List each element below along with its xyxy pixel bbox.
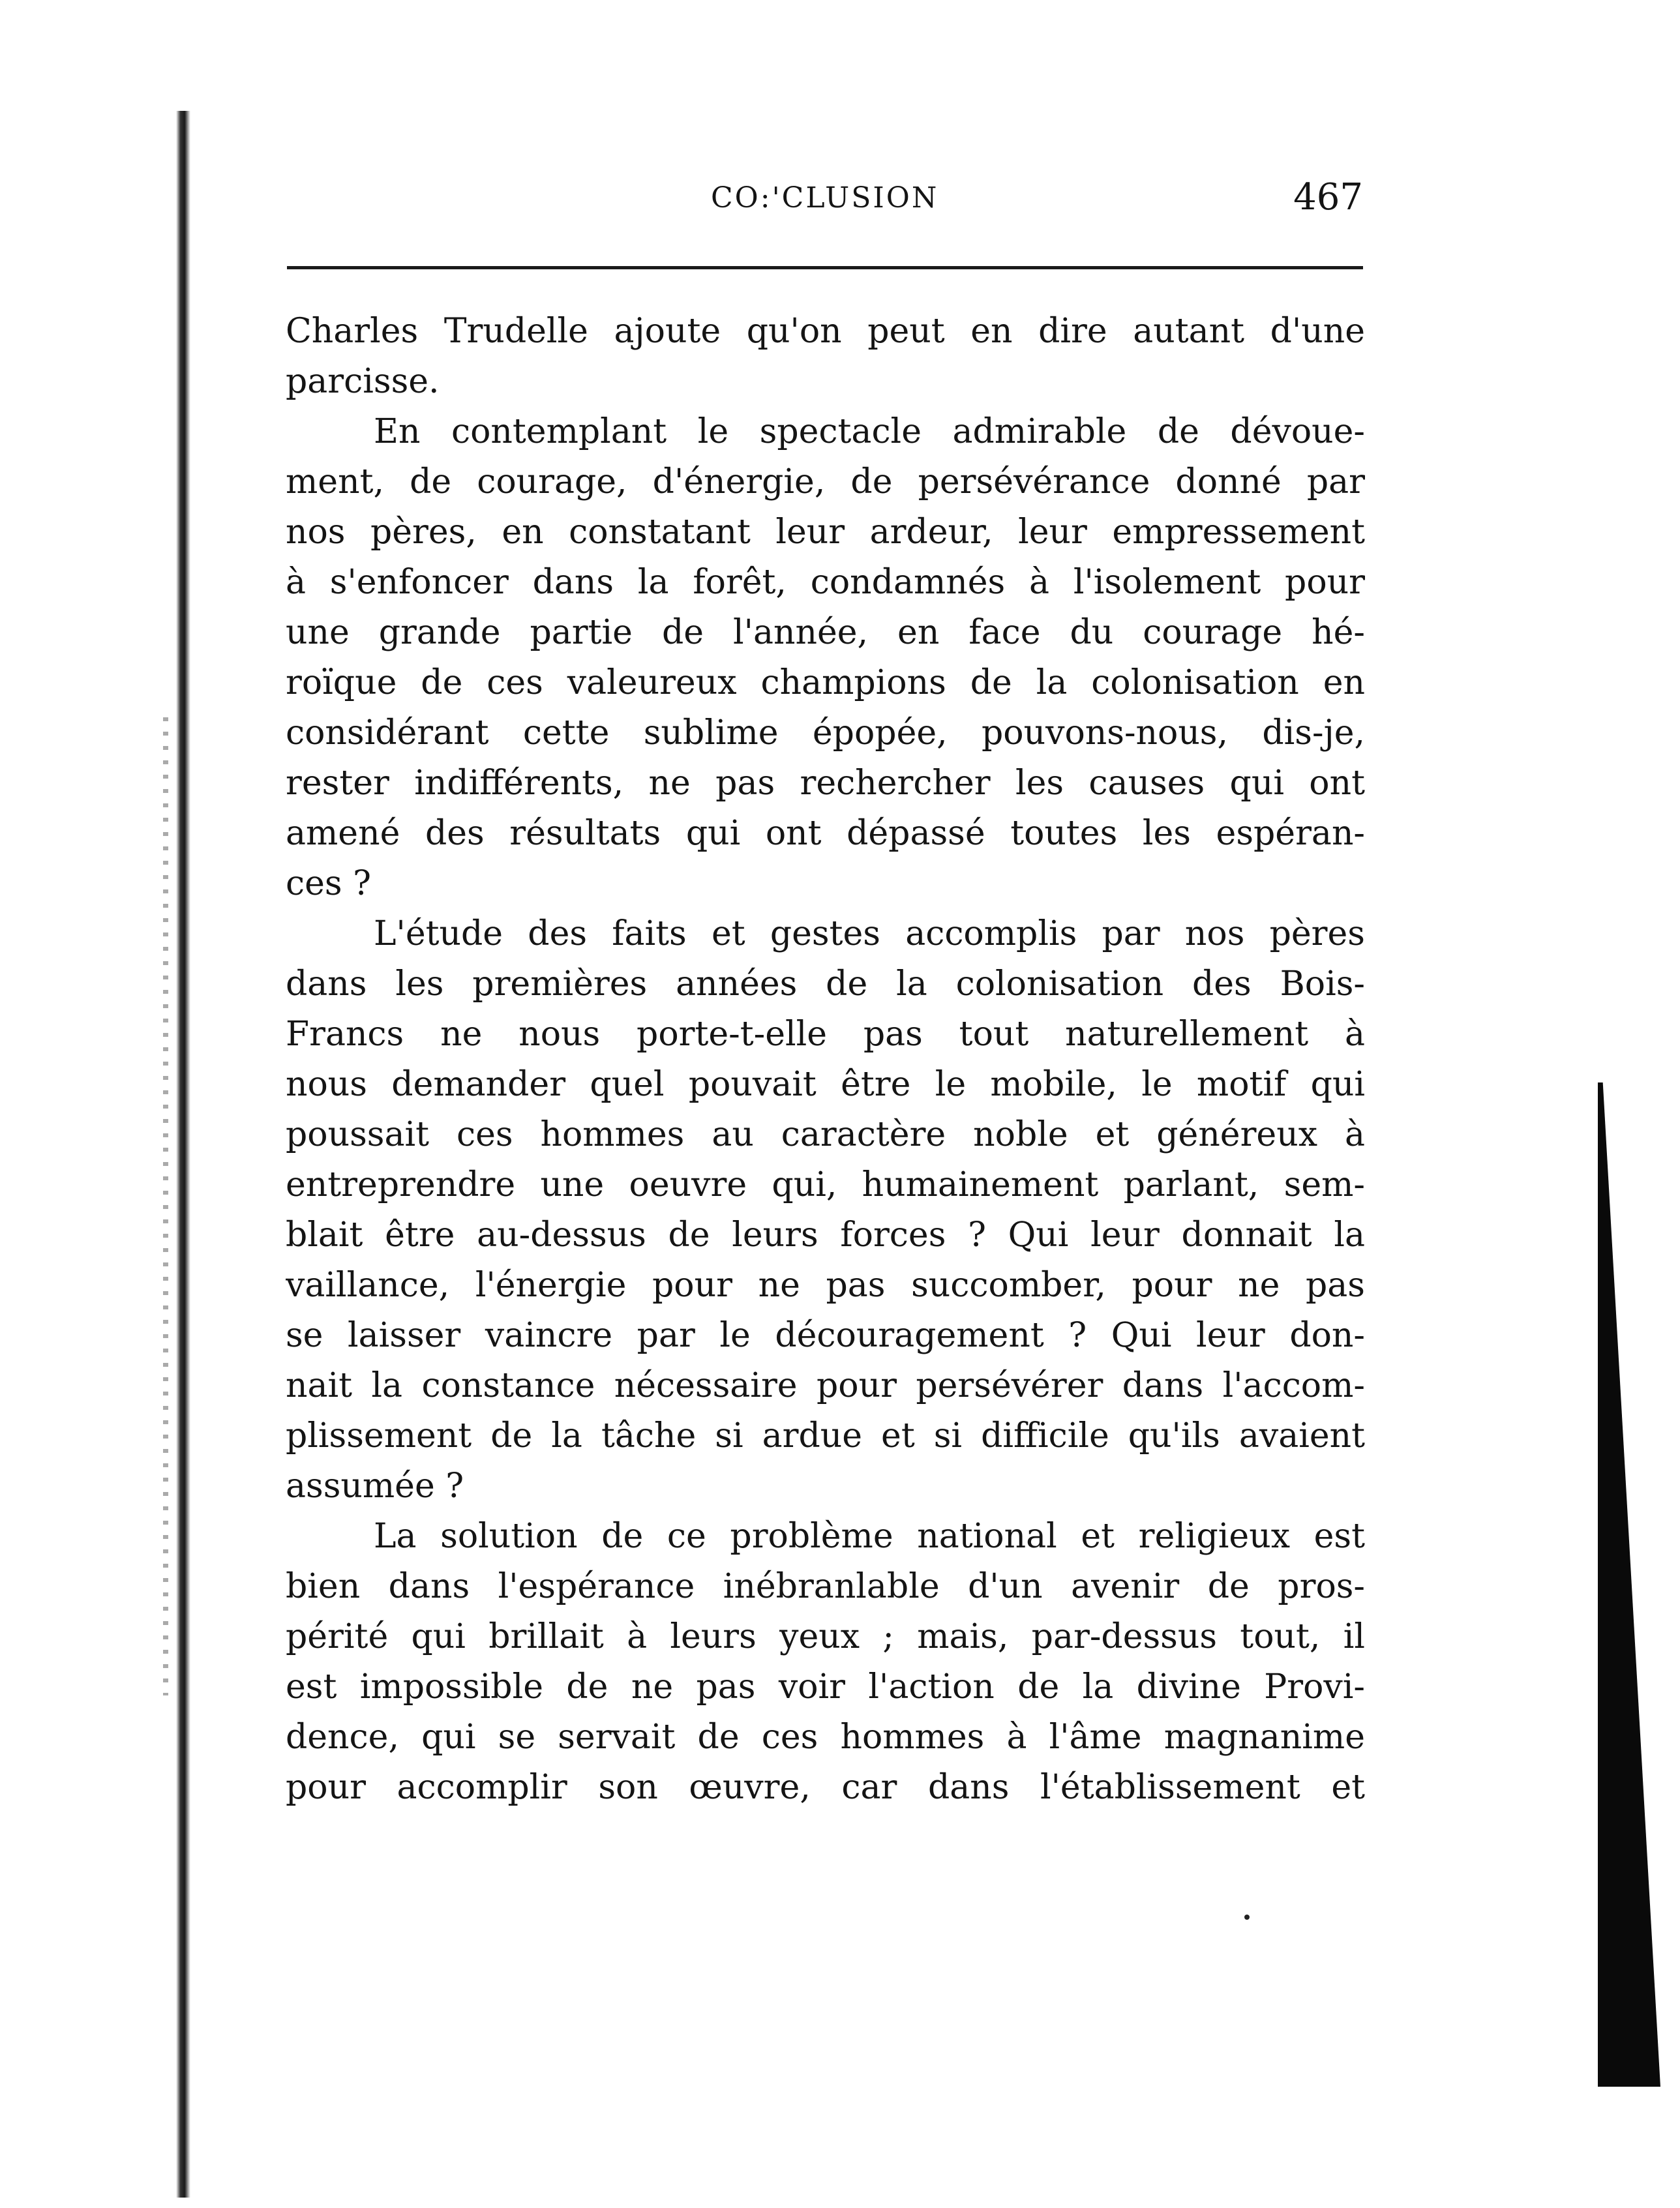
text-line: plissement de la tâche si ardue et si difficile qu'ils avaient [286,1416,1365,1455]
text-line: Francs ne nous porte-t-elle pas tout naturellement à [286,1015,1365,1054]
text-line: entreprendre une oeuvre qui, humainement parlant, sem- [286,1165,1365,1204]
text-line: vaillance, l'énergie pour ne pas succomber, pour ne pas [286,1266,1365,1305]
page-header [287,176,1363,228]
text-line: périté qui brillait à leurs yeux ; mais, par-dessus tout, il [286,1617,1365,1656]
text-line: bien dans l'espérance inébranlable d'un avenir de pros- [286,1567,1365,1606]
header-rule [287,266,1363,269]
text-line: se laisser vaincre par le découragement ? Qui leur don- [286,1316,1365,1355]
text-line: En contemplant le spectacle admirable de dévoue- [374,412,1365,451]
text-line: amené des résultats qui ont dépassé toutes les espéran- [286,814,1365,853]
text-line: La solution de ce problème national et religieux est [374,1517,1365,1556]
text-line: nait la constance nécessaire pour persévérer dans l'accom- [286,1366,1365,1405]
text-line: nos pères, en constatant leur ardeur, leur empressement [286,513,1365,552]
text-line: à s'enfoncer dans la forêt, condamnés à l'isolement pour [286,563,1365,602]
running-head: CO:'CLUSION [711,181,939,215]
text-line: assumée ? [286,1467,464,1506]
text-line: Charles Trudelle ajoute qu'on peut en dire autant d'une [286,312,1365,351]
body-text [286,306,1365,1813]
text-line: rester indifférents, ne pas rechercher les causes qui ont [286,764,1365,803]
text-line: roïque de ces valeureux champions de la colonisation en [286,663,1365,702]
text-line: considérant cette sublime épopée, pouvons-nous, dis-je, [286,713,1365,753]
text-line: ces ? [286,864,371,903]
text-line: poussait ces hommes au caractère noble et généreux à [286,1115,1365,1154]
text-line: nous demander quel pouvait être le mobile, le motif qui [286,1065,1365,1104]
text-line: blait être au-dessus de leurs forces ? Qui leur donnait la [286,1216,1365,1255]
scan-shadow-left [176,111,190,2198]
scan-speck [1244,1915,1250,1920]
page-number: 467 [1293,176,1363,218]
text-line: est impossible de ne pas voir l'action de la divine Provi- [286,1667,1365,1707]
scan-artifact-left [163,717,168,1695]
text-line: L'étude des faits et gestes accomplis par nos pères [374,914,1365,953]
text-line: dans les premières années de la colonisation des Bois- [286,964,1365,1004]
text-line: ment, de courage, d'énergie, de persévérance donné par [286,462,1365,501]
text-line: une grande partie de l'année, en face du courage hé- [286,613,1365,652]
text-line: pour accomplir son œuvre, car dans l'établissement et [286,1768,1365,1807]
text-line: parcisse. [286,362,440,401]
scan-shadow-right [1598,1082,1660,2087]
text-line: dence, qui se servait de ces hommes à l'âme magnanime [286,1718,1365,1757]
